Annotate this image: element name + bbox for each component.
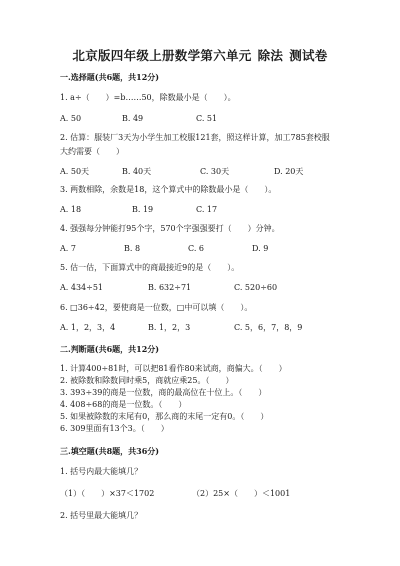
section-choice-heading: 一.选择题(共6题，共12分): [60, 72, 160, 82]
option-a[interactable]: A. 50天: [60, 167, 90, 176]
option-a[interactable]: A. 434÷51: [60, 283, 104, 292]
choice-question-4: 4. 强强每分钟能打95个字，570个字强强要打（ ）分钟。: [60, 224, 280, 233]
judge-question-6: 6. 309里面有13个3。（ ）: [60, 424, 169, 433]
option-b[interactable]: B. 19: [132, 205, 154, 214]
choice-question-1: 1. a÷（ ）=b……50，除数最小是（ ）。: [60, 93, 236, 102]
choice-question-3: 3. 两数相除，余数是18，这个算式中的除数最小是（ ）。: [60, 185, 277, 194]
option-c[interactable]: C. 520÷60: [234, 283, 278, 292]
option-a[interactable]: A. 1，2，3，4: [60, 323, 116, 332]
fill-question-1: 1. 括号内最大能填几？: [60, 467, 143, 476]
judge-question-1: 1. 计算400÷81时，可以把81看作80来试商，商偏大。（ ）: [60, 364, 287, 373]
option-d[interactable]: D. 9: [252, 244, 269, 253]
option-a[interactable]: A. 50: [60, 114, 82, 123]
option-b[interactable]: B. 49: [122, 114, 144, 123]
judge-question-4: 4. 408÷68的商是一位数。（ ）: [60, 400, 187, 409]
judge-question-3: 3. 393÷39的商是一位数，商的最高位在十位上。（ ）: [60, 388, 267, 397]
fill-question-1a: （1）（ ）×37＜1702: [60, 489, 155, 498]
option-c[interactable]: C. 17: [196, 205, 218, 214]
judge-question-2: 2. 被除数和除数同时乘5，商就应乘25。（ ）: [60, 376, 234, 385]
option-b[interactable]: B. 632÷71: [148, 283, 192, 292]
section-judge-heading: 二.判断题(共6题，共12分): [60, 344, 160, 354]
choice-question-5: 5. 估一估，下面算式中的商最接近9的是（ ）。: [60, 263, 240, 272]
option-d[interactable]: D. 20天: [274, 167, 304, 176]
choice-question-2-line2: 大约需要（ ）: [60, 147, 124, 156]
title-main: 北京版四年级上册数学第六单元: [72, 48, 252, 63]
option-c[interactable]: C. 6: [188, 244, 205, 253]
choice-question-6: 6. □36÷42，要使商是一位数，□中可以填（ ）。: [60, 303, 253, 312]
fill-question-1b: （2）25×（ ）＜1001: [192, 489, 291, 498]
fill-question-2: 2. 括号里最大能填几？: [60, 511, 143, 520]
option-b[interactable]: B. 8: [124, 244, 141, 253]
page-title: [0, 46, 400, 64]
option-c[interactable]: C. 30天: [200, 167, 230, 176]
title-topic: 除法: [257, 48, 284, 63]
option-a[interactable]: A. 7: [60, 244, 76, 253]
choice-question-2-line1: 2. 估算：服装厂3天为小学生加工校服121套，照这样计算，加工785套校服: [60, 133, 330, 142]
option-b[interactable]: B. 1，2，3: [148, 323, 191, 332]
option-a[interactable]: A. 18: [60, 205, 82, 214]
option-b[interactable]: B. 40天: [122, 167, 152, 176]
title-suffix: 测试卷: [289, 48, 328, 63]
judge-question-5: 5. 如果被除数的末尾有0，那么商的末尾一定有0。（ ）: [60, 412, 269, 421]
section-fill-heading: 三.填空题(共8题，共36分): [60, 446, 160, 456]
option-c[interactable]: C. 51: [196, 114, 218, 123]
option-c[interactable]: C. 5，6，7，8，9: [234, 323, 303, 332]
